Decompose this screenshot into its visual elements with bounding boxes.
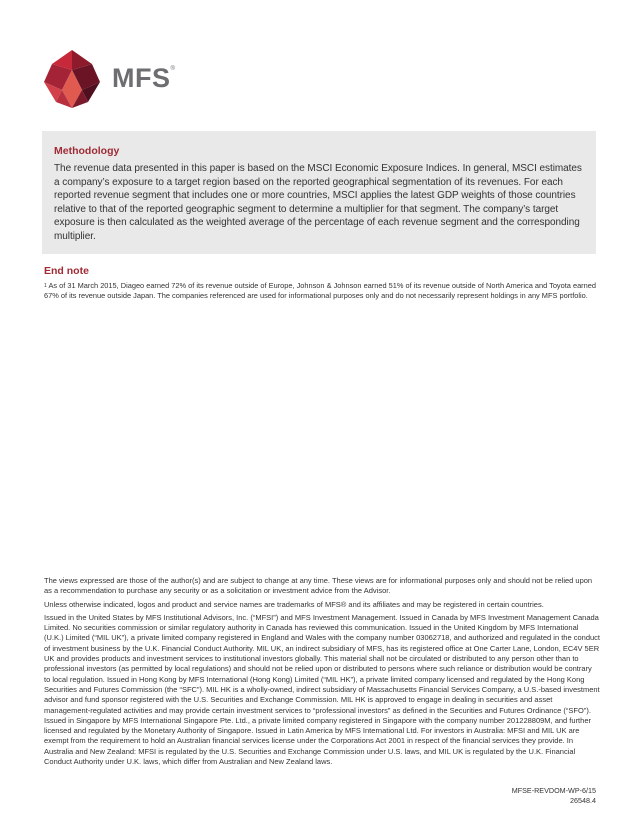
methodology-box [42, 131, 596, 254]
document-code-line1: MFSE-REVDOM-WP-6/15 [511, 786, 596, 795]
logo-wordmark: MFS® [112, 63, 176, 93]
endnote-text: As of 31 March 2015, Diageo earned 72% of its revenue outside of Europe, Johnson & Johnson earned 51% of its revenue outside of North America and Toyota earned 67% of its revenue outside Japan. The companies referenced are used for informational purposes only and do not necessarily represent holdings in any MFS portfolio. [44, 281, 596, 301]
document-code [512, 786, 596, 806]
document-code-line2: 26548.4 [570, 796, 596, 805]
mfs-logo-mark-icon [42, 50, 108, 110]
disclaimer-trademarks: Unless otherwise indicated, logos and product and service names are trademarks of MFS® and its affiliates and may be registered in certain countries. [44, 599, 544, 609]
disclaimer-views: The views expressed are those of the author(s) and are subject to change at any time. These views are for informational purposes only and should not be relied upon as a recommendation to purchase any security or as a solicitation or investment advice from the Advisor. [44, 576, 593, 596]
methodology-body: The revenue data presented in this paper is based on the MSCI Economic Exposure Indices. In general, MSCI estimates a company’s exposure to a target region based on the reported geographical segmentation of its revenues. For each reported revenue segment that includes one or more countries, MSCI applies the latest GDP weights of those countries relative to that of the reported geographic segment to determine a multiplier for that segment. The company’s target exposure is then calculated as the weighted average of the percentage of each revenue segment and the corresponding multiplier. [54, 163, 582, 242]
disclaimer [44, 576, 600, 770]
methodology-title: Methodology [54, 145, 120, 157]
mfs-logo [42, 50, 182, 110]
disclaimer-issuance: Issued in the United States by MFS Institutional Advisors, Inc. (“MFSI”) and MFS Investment Management. Issued in Canada by MFS Investment Management Canada Limited. No securities commission or similar regulatory authority in Canada has reviewed this communication. Issued in the United Kingdom by MFS International (U.K.) Limited (“MIL UK”), a private limited company registered in England and Wales with the company number 03062718, and authorized and regulated in the conduct of investment business by the U.K. Financial Conduct Authority. MIL UK, an indirect subsidiary of MFS, has its registered office at One Carter Lane, London, EC4V 5ER UK and provides products and investment services to institutional investors globally. This material shall not be circulated or distributed to any person other than to professional investors (as permitted by local regulations) and should not be relied upon or distributed to persons where such reliance or distribution would be contrary to local regulation. Issued in Hong Kong by MFS International (Hong Kong) Limited (“MIL HK”), a private limited company licensed and regulated by the Hong Kong Securities and Futures Commission (the “SFC”). MIL HK is a wholly-owned, indirect subsidiary of Massachusetts Financial Services Company, a U.S.-based investment advisor and fund sponsor registered with the U.S. Securities and Exchange Commission. MIL HK is approved to engage in dealing in securities and asset management-regulated activities and may provide certain investment services to “professional investors” as defined in the Securities and Futures Ordinance (“SFO”). Issued in Singapore by MFS International Singapore Pte. Ltd., a private limited company registered in Singapore with the company number 201228809M, and further licensed and regulated by the Monetary Authority of Singapore. Issued in Latin America by MFS International Ltd. For investors in Australia: MFSI and MIL UK are exempt from the requirement to hold an Australian financial services license under the Corporations Act 2001 in respect of the financial services they provide. In Australia and New Zealand: MFSI is regulated by the U.S. Securities and Exchange Commission under U.S. laws, and MIL UK is regulated by the U.K. Financial Conduct Authority under U.K. laws, which differ from Australian and New Zealand laws. [44, 612, 600, 767]
endnote-number: 1 [44, 283, 47, 289]
endnote-title: End note [44, 265, 89, 277]
endnote-body [44, 281, 600, 301]
